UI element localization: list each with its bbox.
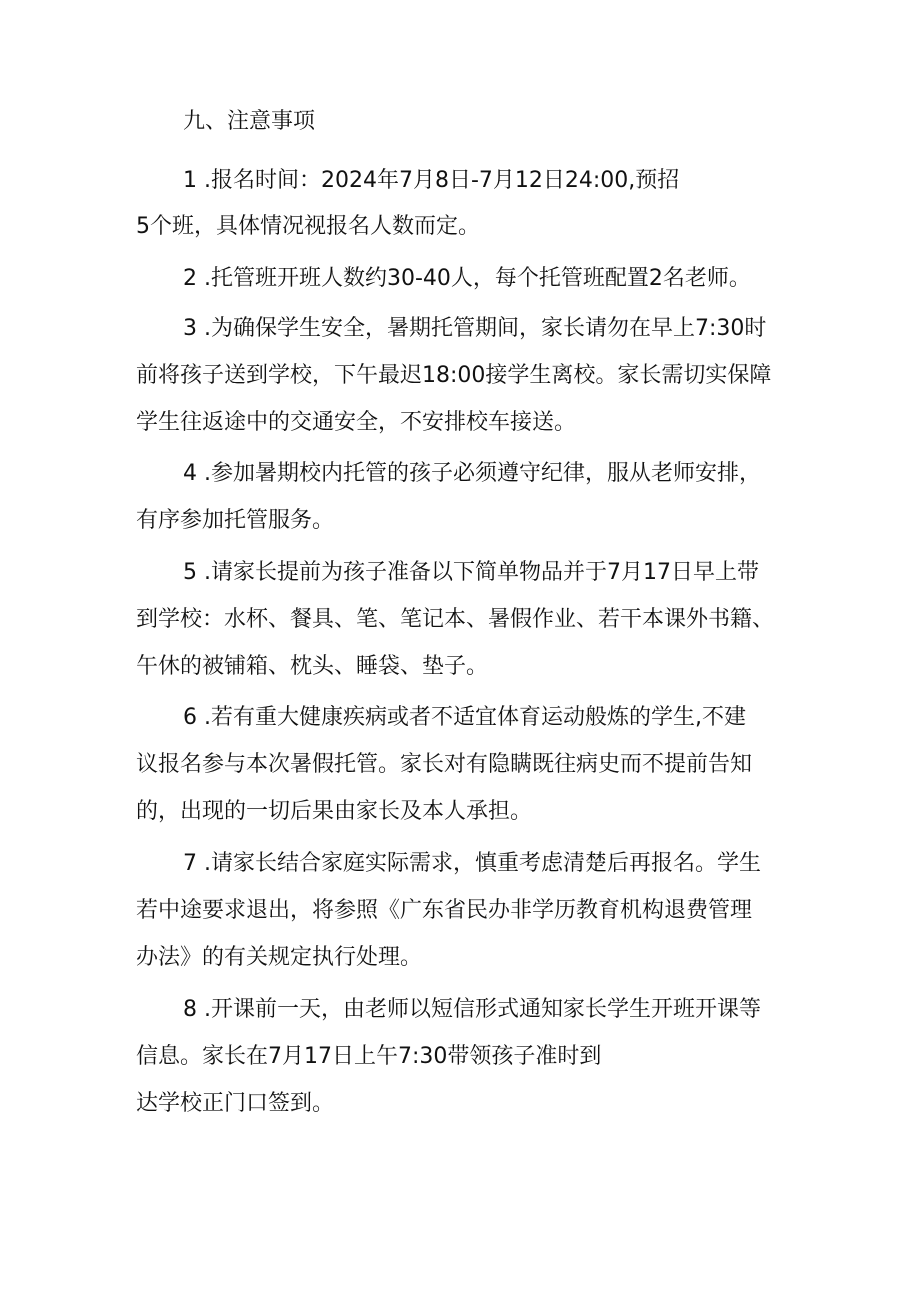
text-line: 1 .报名时间：2024年7月8日-7月12日24:00,预招 [183, 168, 680, 193]
text-line: 前将孩子送到学校，下午最迟18:00接学生离校。家长需切实保障 [136, 363, 772, 388]
text-line: 4 .参加暑期校内托管的孩子必须遵守纪律，服从老师安排， [183, 461, 761, 486]
text-line: 有序参加托管服务。 [136, 508, 335, 533]
text-line: 议报名参与本次暑假托管。家长对有隐瞒既往病史而不提前告知 [136, 752, 753, 777]
text-line: 办法》的有关规定执行处理。 [136, 945, 423, 970]
text-line: 6 .若有重大健康疾病或者不适宜体育运动般炼的学生,不建 [183, 705, 746, 730]
text-line: 到学校：水杯、餐具、笔、笔记本、暑假作业、若干本课外书籍、 [136, 607, 775, 632]
text-line: 学生往返途中的交通安全，不安排校车接送。 [136, 410, 577, 435]
text-line: 3 .为确保学生安全，暑期托管期间，家长请勿在早上7:30时 [183, 316, 767, 341]
text-line: 2 .托管班开班人数约30-40人，每个托管班配置2名老师。 [183, 266, 751, 291]
text-line: 5个班，具体情况视报名人数而定。 [136, 214, 480, 239]
text-line: 信息。家长在7月17日上午7:30带领孩子准时到 [136, 1044, 602, 1069]
text-line: 的，出现的一切后果由家长及本人承担。 [136, 799, 533, 824]
text-line: 若中途要求退出，将参照《广东省民办非学历教育机构退费管理 [136, 898, 753, 923]
text-line: 7 .请家长结合家庭实际需求，慎重考虑清楚后再报名。学生 [183, 851, 761, 876]
section-heading: 九、注意事项 [183, 109, 316, 134]
text-line: 午休的被铺箱、枕头、睡袋、垫子。 [136, 654, 489, 679]
text-line: 达学校正门口签到。 [136, 1091, 335, 1116]
text-line: 5 .请家长提前为孩子准备以下简单物品并于7月17日早上带 [183, 560, 759, 585]
text-line: 8 .开课前一天，由老师以短信形式通知家长学生开班开课等 [183, 997, 761, 1022]
